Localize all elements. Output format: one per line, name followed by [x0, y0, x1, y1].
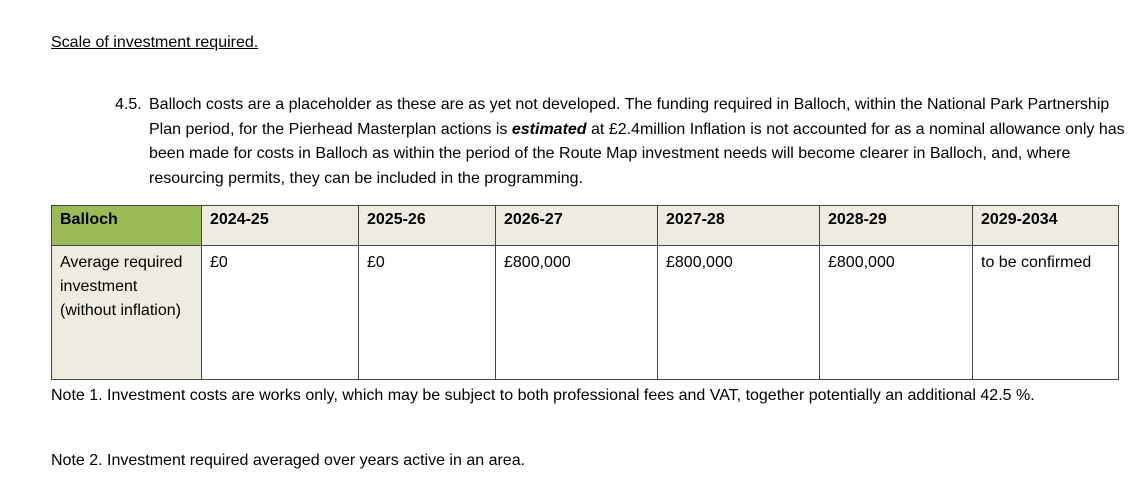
section-heading: Scale of investment required. — [51, 34, 259, 51]
header-cell-year: 2026-27 — [496, 206, 658, 246]
value-cell: £0 — [202, 246, 359, 380]
value-cell: £800,000 — [820, 246, 973, 380]
paragraph-4-5 — [115, 93, 1125, 191]
paragraph-text-after: at £2.4million Inflation is not accounted for as a nominal allowance only has been made for costs in Balloch as within the period of the Route Map investment needs will become clearer in Balloch, and, where resourcing permits, they can be included in the programming. — [149, 120, 1125, 187]
row-label-cell: Average required investment (without inflation) — [52, 246, 202, 380]
value-cell: £800,000 — [496, 246, 658, 380]
header-cell-year: 2025-26 — [359, 206, 496, 246]
investment-table — [51, 205, 1119, 380]
table-header-row — [52, 206, 1119, 246]
note-1: Note 1. Investment costs are works only, which may be subject to both professional fees and VAT, together potentially an additional 42.5 %. — [51, 387, 1035, 404]
header-cell-year: 2029-2034 — [973, 206, 1119, 246]
header-cell-area: Balloch — [52, 206, 202, 246]
table-row — [52, 246, 1119, 380]
value-cell: to be confirmed — [973, 246, 1119, 380]
note-2: Note 2. Investment required averaged over years active in an area. — [51, 452, 526, 469]
paragraph-emphasis: estimated — [511, 120, 587, 138]
value-cell: £0 — [359, 246, 496, 380]
header-cell-year: 2027-28 — [658, 206, 820, 246]
value-cell: £800,000 — [658, 246, 820, 380]
paragraph-text-before: Balloch costs are a placeholder as these are as yet not developed. The funding required in Balloch, within the National Park Partnership Plan period, for the Pierhead Masterplan actions is — [149, 96, 1110, 138]
header-cell-year: 2028-29 — [820, 206, 973, 246]
paragraph-text — [149, 93, 1125, 191]
header-cell-year: 2024-25 — [202, 206, 359, 246]
paragraph-number: 4.5. — [115, 96, 142, 113]
